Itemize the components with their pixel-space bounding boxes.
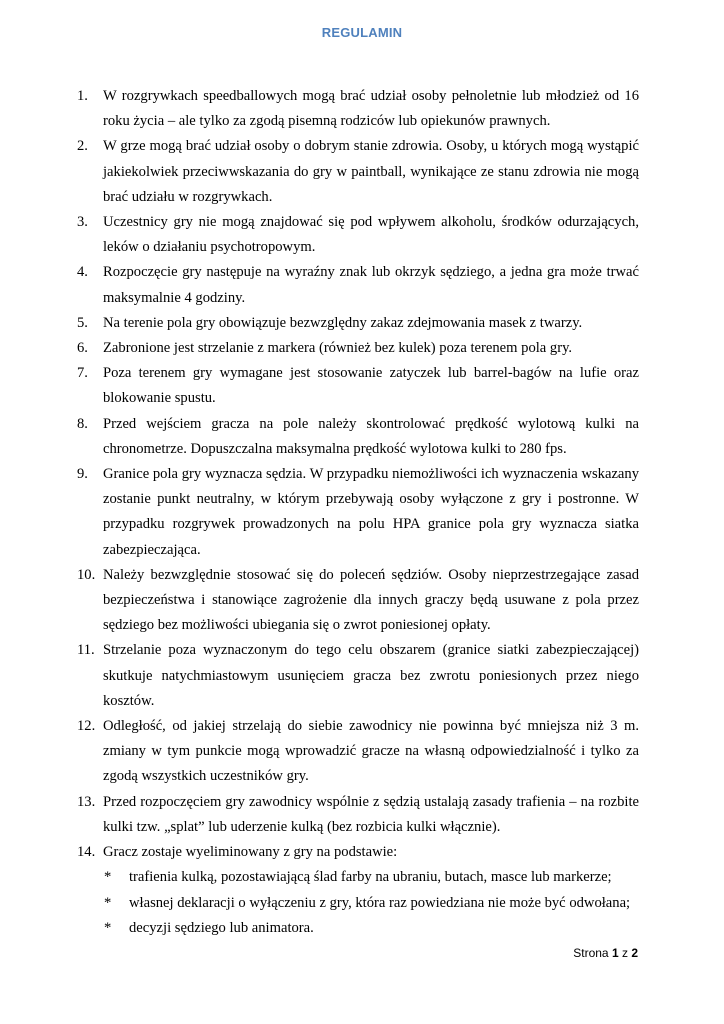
rule-text: W grze mogą brać udział osoby o dobrym stanie zdrowia. Osoby, u których mogą wystąpić jakiekolwiek przeciwwskazania do gry w paintball, wynikające ze stanu zdrowia nie mogą brać udziału w rozgrywkach.: [103, 138, 639, 205]
rule-text: Przed wejściem gracza na pole należy skontrolować prędkość wylotową kulki na chronometrze. Dopuszczalna maksymalna prędkość wylotowa kulki to 280 fps.: [103, 415, 639, 457]
condition-text: decyzji sędziego lub animatora.: [129, 919, 314, 936]
asterisk-bullet: *: [104, 894, 112, 911]
rule-item: [77, 134, 639, 210]
rule-number: 10.: [77, 566, 96, 583]
page-number-footer: [573, 946, 638, 960]
page-separator: z: [621, 946, 628, 960]
rule-number: 8.: [77, 415, 88, 432]
rule-text: Należy bezwzględnie stosować się do poleceń sędziów. Osoby nieprzestrzegające zasad bezpieczeństwa i stanowiące zagrożenie dla innych graczy będą usuwane z pola przez sędziego bez możliwości ubiegania się o zwrot poniesionej opłaty.: [103, 566, 639, 634]
rule-item: [77, 790, 639, 840]
rule-text: Strzelanie poza wyznaczonym do tego celu obszarem (granice siatki zabezpieczającej) skutkuje natychmiastowym usunięciem gracza bez zwrotu poniesionych przez niego kosztów.: [103, 642, 639, 709]
rule-text: Poza terenem gry wymagane jest stosowanie zatyczek lub barrel-bagów na lufie oraz blokowanie spustu.: [103, 365, 639, 407]
rule-text: W rozgrywkach speedballowych mogą brać udział osoby pełnoletnie lub młodzież od 16 roku życia – ale tylko za zgodą pisemną rodziców lub opiekunów prawnych.: [103, 88, 639, 130]
rule-item: [77, 563, 639, 639]
rule-number: 11.: [77, 642, 95, 659]
rule-item: [77, 210, 639, 260]
rule-text: Uczestnicy gry nie mogą znajdować się pod wpływem alkoholu, środków odurzających, leków o działaniu psychotropowym.: [103, 214, 639, 256]
rule-item: [77, 462, 639, 563]
rule-number: 5.: [77, 314, 88, 331]
rule-number: 9.: [77, 466, 88, 483]
rule-item: [77, 412, 639, 462]
rule-text: Odległość, od jakiej strzelają do siebie zawodnicy nie powinna być mniejsza niż 3 m. zmiany w tym punkcie mogą wprowadzić gracze na własną odpowiedzialność i tylko za zgodą wszystkich uczestników gry.: [103, 718, 639, 785]
document-title: REGULAMIN: [321, 25, 403, 40]
rule-item: [77, 638, 639, 714]
rule-number: 2.: [77, 138, 88, 155]
rule-text: Granice pola gry wyznacza sędzia. W przypadku niemożliwości ich wyznaczenia wskazany zostanie punkt neutralny, w którym przebywają osoby wyłączone z gry i postronne. W przypadku rozgrywek prowadzonych na polu HPA granice pola gry wyznacza siatka zabezpieczająca.: [103, 466, 639, 558]
rules-list: [77, 84, 639, 941]
asterisk-bullet: *: [104, 919, 112, 936]
rule-number: 1.: [77, 88, 88, 104]
rule-item: [77, 840, 639, 941]
rule-number: 12.: [77, 718, 96, 735]
rule-text: Gracz zostaje wyeliminowany z gry na podstawie:: [103, 844, 398, 861]
rule-item: [77, 714, 639, 790]
rule-item: [77, 336, 639, 361]
current-page-number: 1: [611, 946, 619, 960]
rule-number: 14.: [77, 844, 96, 861]
rule-item: [77, 311, 639, 336]
asterisk-bullet: *: [104, 869, 112, 886]
condition-item: [77, 891, 639, 916]
rule-number: 13.: [77, 793, 96, 810]
condition-item: [77, 916, 639, 941]
condition-text: własnej deklaracji o wyłączeniu z gry, która raz powiedziana nie może być odwołana;: [129, 894, 631, 911]
rule-text: Zabronione jest strzelanie z markera (również bez kulek) poza terenem pola gry.: [103, 340, 573, 357]
total-pages-number: 2: [631, 946, 638, 960]
rule-number: 4.: [77, 264, 88, 281]
rule-item: [77, 260, 639, 310]
rule-number: 3.: [77, 214, 88, 231]
rule-item: [77, 361, 639, 411]
rule-text: Rozpoczęcie gry następuje na wyraźny znak lub okrzyk sędziego, a jedna gra może trwać maksymalnie 4 godziny.: [103, 264, 639, 306]
rule-item: [77, 84, 639, 134]
rule-text: Przed rozpoczęciem gry zawodnicy wspólnie z sędzią ustalają zasady trafienia – na rozbite kulki tzw. „splat” lub uderzenie kulką (bez rozbicia kulki włącznie).: [103, 793, 639, 835]
elimination-conditions-list: [77, 865, 639, 941]
rule-text: Na terenie pola gry obowiązuje bezwzględny zakaz zdejmowania masek z twarzy.: [103, 314, 583, 331]
rule-number: 7.: [77, 365, 88, 382]
page-label: Strona: [573, 946, 609, 960]
condition-item: [77, 865, 639, 890]
rule-number: 6.: [77, 340, 88, 357]
condition-text: trafienia kulką, pozostawiającą ślad farby na ubraniu, butach, masce lub markerze;: [129, 869, 612, 886]
